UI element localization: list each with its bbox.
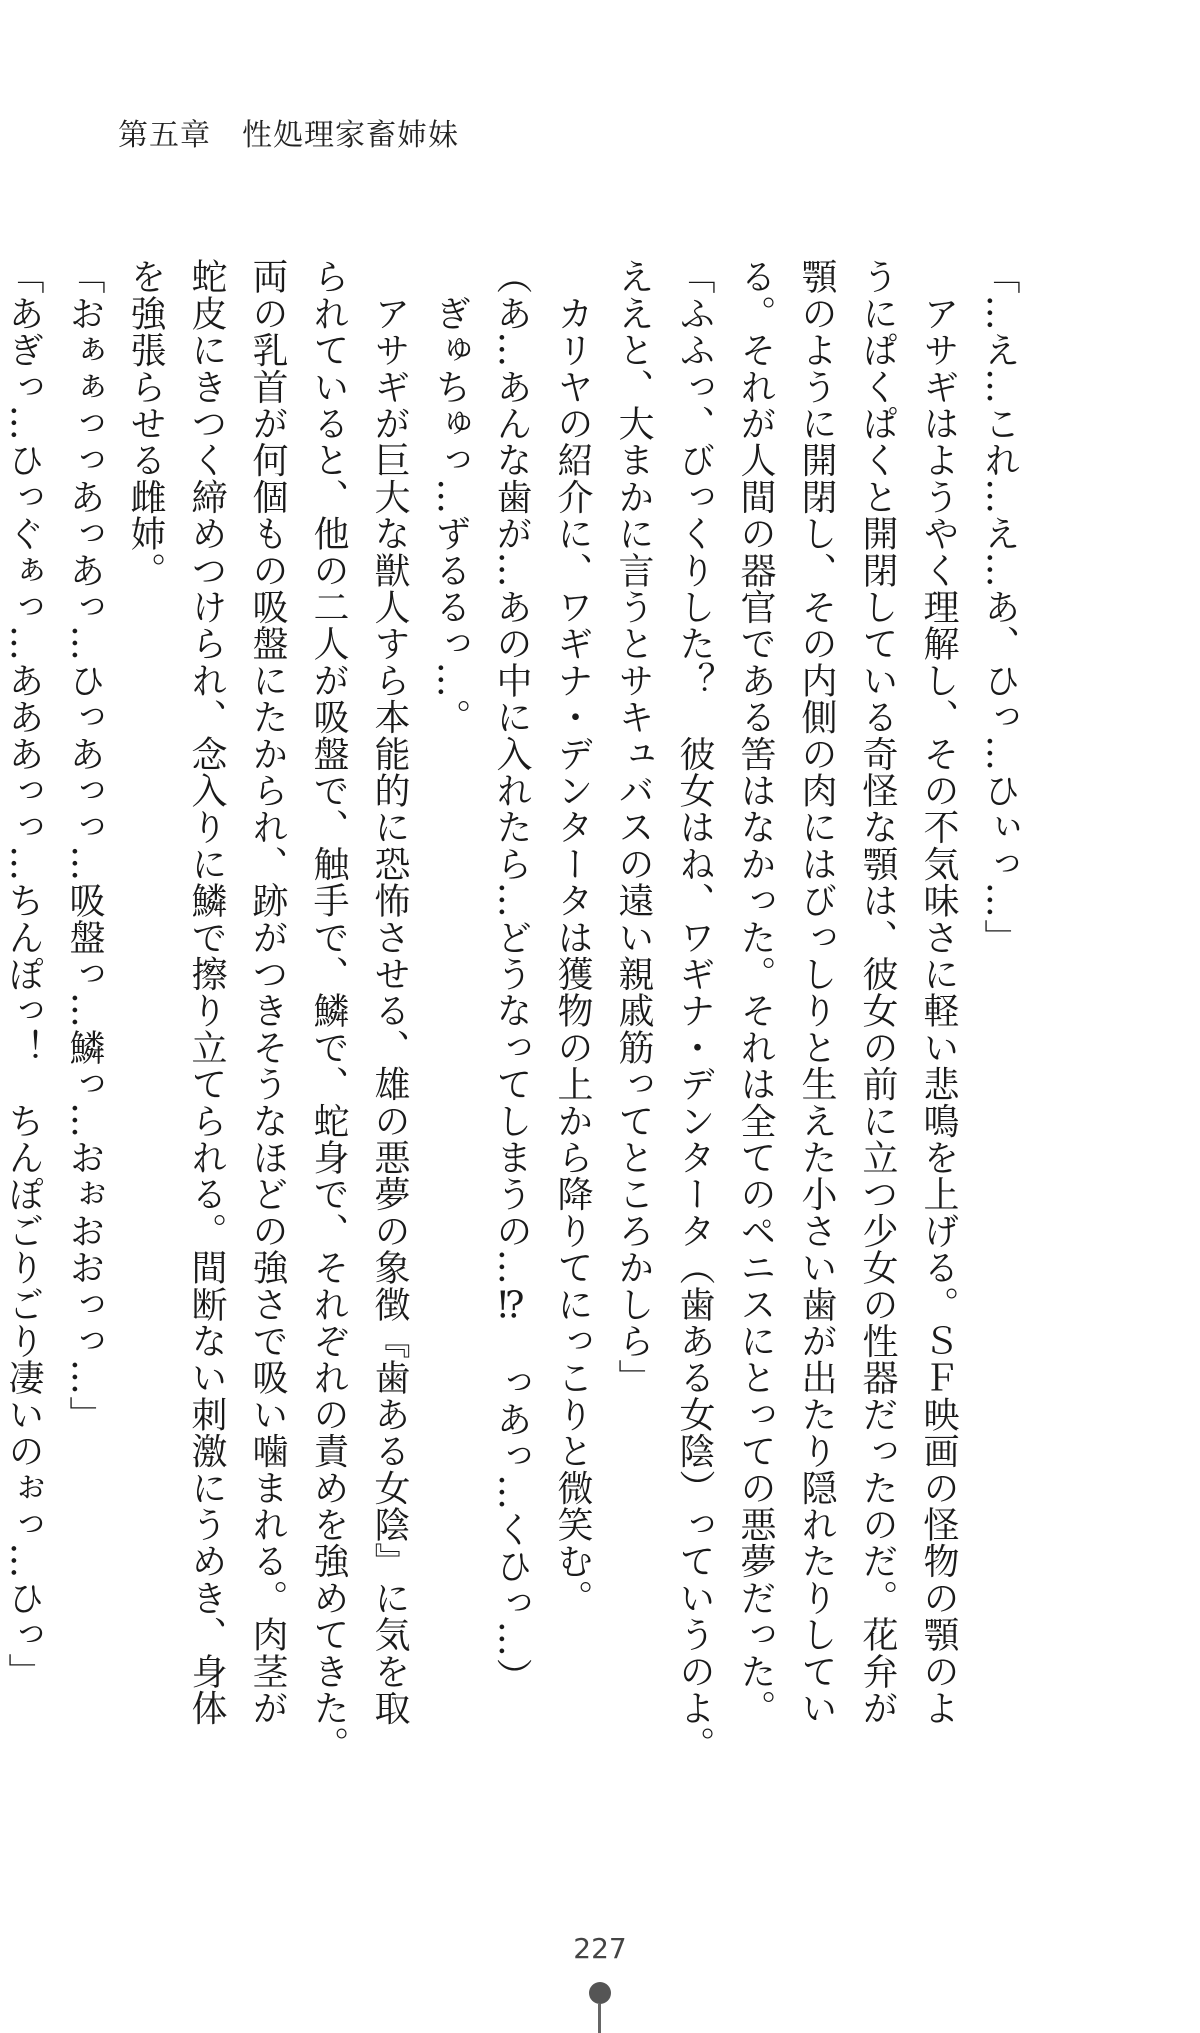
vertical-text-body [0, 258, 1030, 1763]
text-line: られていると、他の二人が吸盤で、触手で、鱗で、蛇身で、それぞれの責めを強めてきた。 [308, 258, 349, 1763]
text-line: カリヤの紹介に、ワギナ・デンタータは獲物の上から降りてにっこりと微笑む。 [552, 258, 593, 1616]
page-marker-line [598, 2004, 601, 2033]
text-line: ぎゅちゅっ…ずるるっ…。 [430, 258, 471, 736]
text-line: る。それが人間の器官である筈はなかった。それは全てのペニスにとっての悪夢だった。 [735, 258, 776, 1726]
text-line: 「おぁぁっっあっあっ…ひっあっっ…吸盤っ…鱗っ…おぉおおっっ…」 [64, 258, 105, 1433]
text-line: 「ふふっ、びっくりした？ 彼女はね、ワギナ・デンタータ（歯ある女陰）っていうのよ。 [674, 258, 715, 1763]
text-line: アサギが巨大な獣人すら本能的に恐怖させる、雄の悪夢の象徴『歯ある女陰』に気を取 [369, 258, 410, 1726]
chapter-title: 第五章 性処理家畜姉妹 [118, 118, 459, 153]
text-line: ええと、大まかに言うとサキュバスの遠い親戚筋ってところかしら」 [613, 258, 654, 1396]
text-line: アサギはようやく理解し、その不気味さに軽い悲鳴を上げる。ＳＦ映画の怪物の顎のよ [918, 258, 959, 1726]
text-line: 顎のように開閉し、その内側の肉にはびっしりと生えた小さい歯が出たり隠れたりしてい [796, 258, 837, 1726]
page-number: 227 [573, 1932, 627, 1965]
text-line: 蛇皮にきつく締めつけられ、念入りに鱗で擦り立てられる。間断ない刺激にうめき、身体 [186, 258, 227, 1726]
text-line: 「…え…これ…え…あ、ひっ…ひぃっ…」 [979, 258, 1020, 956]
page-marker-dot [589, 1982, 611, 2004]
text-line: を強張らせる雌姉。 [125, 258, 166, 589]
text-line: うにぱくぱくと開閉している奇怪な顎は、彼女の前に立つ少女の性器だったのだ。花弁が [857, 258, 898, 1726]
text-line: 「あぎっ…ひっぐぁっ…あああっっ…ちんぽっ！ ちんぽごりごり凄いのぉっ…ひっ」 [3, 258, 44, 1690]
text-line: 両の乳首が何個もの吸盤にたかられ、跡がつきそうなほどの強さで吸い噛まれる。肉茎が [247, 258, 288, 1726]
text-line: （あ…あんな歯が…あの中に入れたら…どうなってしまうの…⁉ っあっ…くひっ…） [491, 258, 532, 1695]
